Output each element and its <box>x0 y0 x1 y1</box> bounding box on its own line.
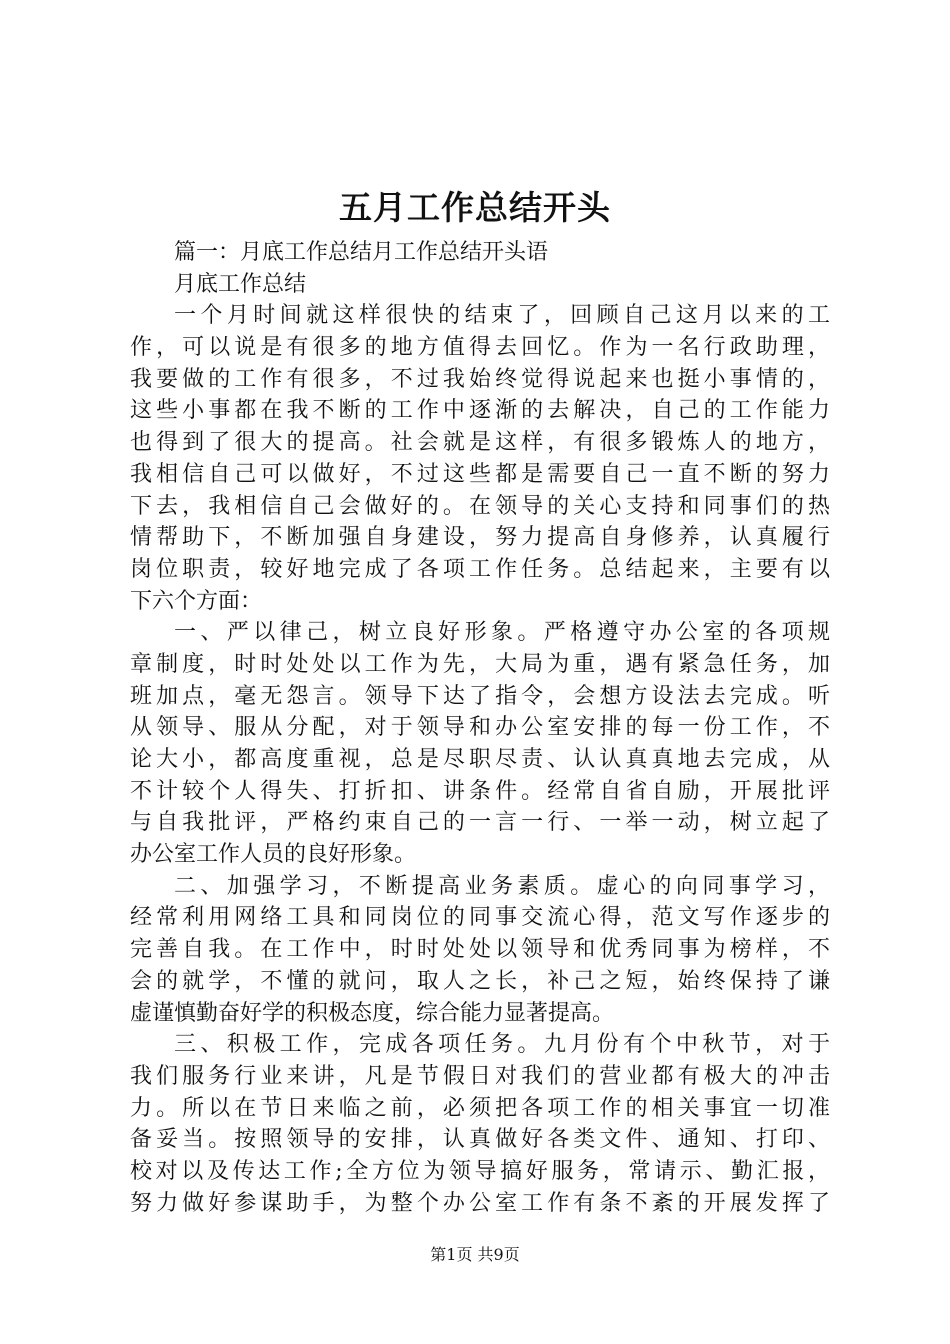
text-line: 备妥当。按照领导的安排，认真做好各类文件、通知、打印、 <box>130 1127 830 1153</box>
page-number-footer: 第1页 共9页 <box>430 1245 520 1264</box>
text-line: 努力做好参谋助手，为整个办公室工作有条不紊的开展发挥了 <box>130 1190 830 1216</box>
text-line: 一个月时间就这样很快的结束了，回顾自己这月以来的工 <box>174 303 830 329</box>
text-line: 虚谨慎勤奋好学的积极态度，综合能力显著提高。 <box>130 1000 615 1026</box>
text-line: 章制度，时时处处以工作为先，大局为重，遇有紧急任务，加 <box>130 651 830 677</box>
subsection-heading: 月底工作总结 <box>174 271 307 297</box>
section-heading: 篇一：月底工作总结月工作总结开头语 <box>174 240 549 265</box>
document-title: 五月工作总结开头 <box>339 188 611 227</box>
text-line: 作，可以说是有很多的地方值得去回忆。作为一名行政助理， <box>130 335 830 361</box>
text-line: 我要做的工作有很多，不过我始终觉得说起来也挺小事情的， <box>130 366 830 392</box>
text-line: 下六个方面： <box>130 588 263 614</box>
text-line: 这些小事都在我不断的工作中逐渐的去解决，自己的工作能力 <box>130 398 830 424</box>
text-line: 二、加强学习，不断提高业务素质。虚心的向同事学习， <box>174 873 830 899</box>
text-line: 与自我批评，严格约束自己的一言一行、一举一动，树立起了 <box>130 810 830 836</box>
text-line: 我相信自己可以做好，不过这些都是需要自己一直不断的努力 <box>130 461 830 487</box>
text-line: 经常利用网络工具和同岗位的同事交流心得，范文写作逐步的 <box>130 905 830 931</box>
text-line: 岗位职责，较好地完成了各项工作任务。总结起来，主要有以 <box>130 556 830 582</box>
text-line: 会的就学，不懂的就问，取人之长，补己之短，始终保持了谦 <box>130 968 830 994</box>
text-line: 不计较个人得失、打折扣、讲条件。经常自省自励，开展批评 <box>130 778 830 804</box>
text-line: 也得到了很大的提高。社会就是这样，有很多锻炼人的地方， <box>130 430 830 456</box>
text-line: 一、严以律己，树立良好形象。严格遵守办公室的各项规 <box>174 620 830 646</box>
text-line: 下去，我相信自己会做好的。在领导的关心支持和同事们的热 <box>130 493 830 519</box>
document-body <box>130 237 830 1219</box>
text-line: 从领导、服从分配，对于领导和办公室安排的每一份工作，不 <box>130 715 830 741</box>
text-line: 我们服务行业来讲，凡是节假日对我们的营业都有极大的冲击 <box>130 1063 830 1089</box>
text-line: 力。所以在节日来临之前，必须把各项工作的相关事宜一切准 <box>130 1095 830 1121</box>
text-line: 办公室工作人员的良好形象。 <box>130 842 417 868</box>
text-line: 论大小，都高度重视，总是尽职尽责、认认真真地去完成，从 <box>130 747 830 772</box>
text-line: 班加点，毫无怨言。领导下达了指令，会想方设法去完成。听 <box>130 683 830 709</box>
text-line: 校对以及传达工作;全方位为领导搞好服务，常请示、勤汇报， <box>130 1158 830 1184</box>
text-line: 完善自我。在工作中，时时处处以领导和优秀同事为榜样，不 <box>130 937 830 963</box>
text-line: 情帮助下，不断加强自身建设，努力提高自身修养，认真履行 <box>130 525 830 551</box>
text-line: 三、积极工作，完成各项任务。九月份有个中秋节，对于 <box>174 1032 830 1058</box>
